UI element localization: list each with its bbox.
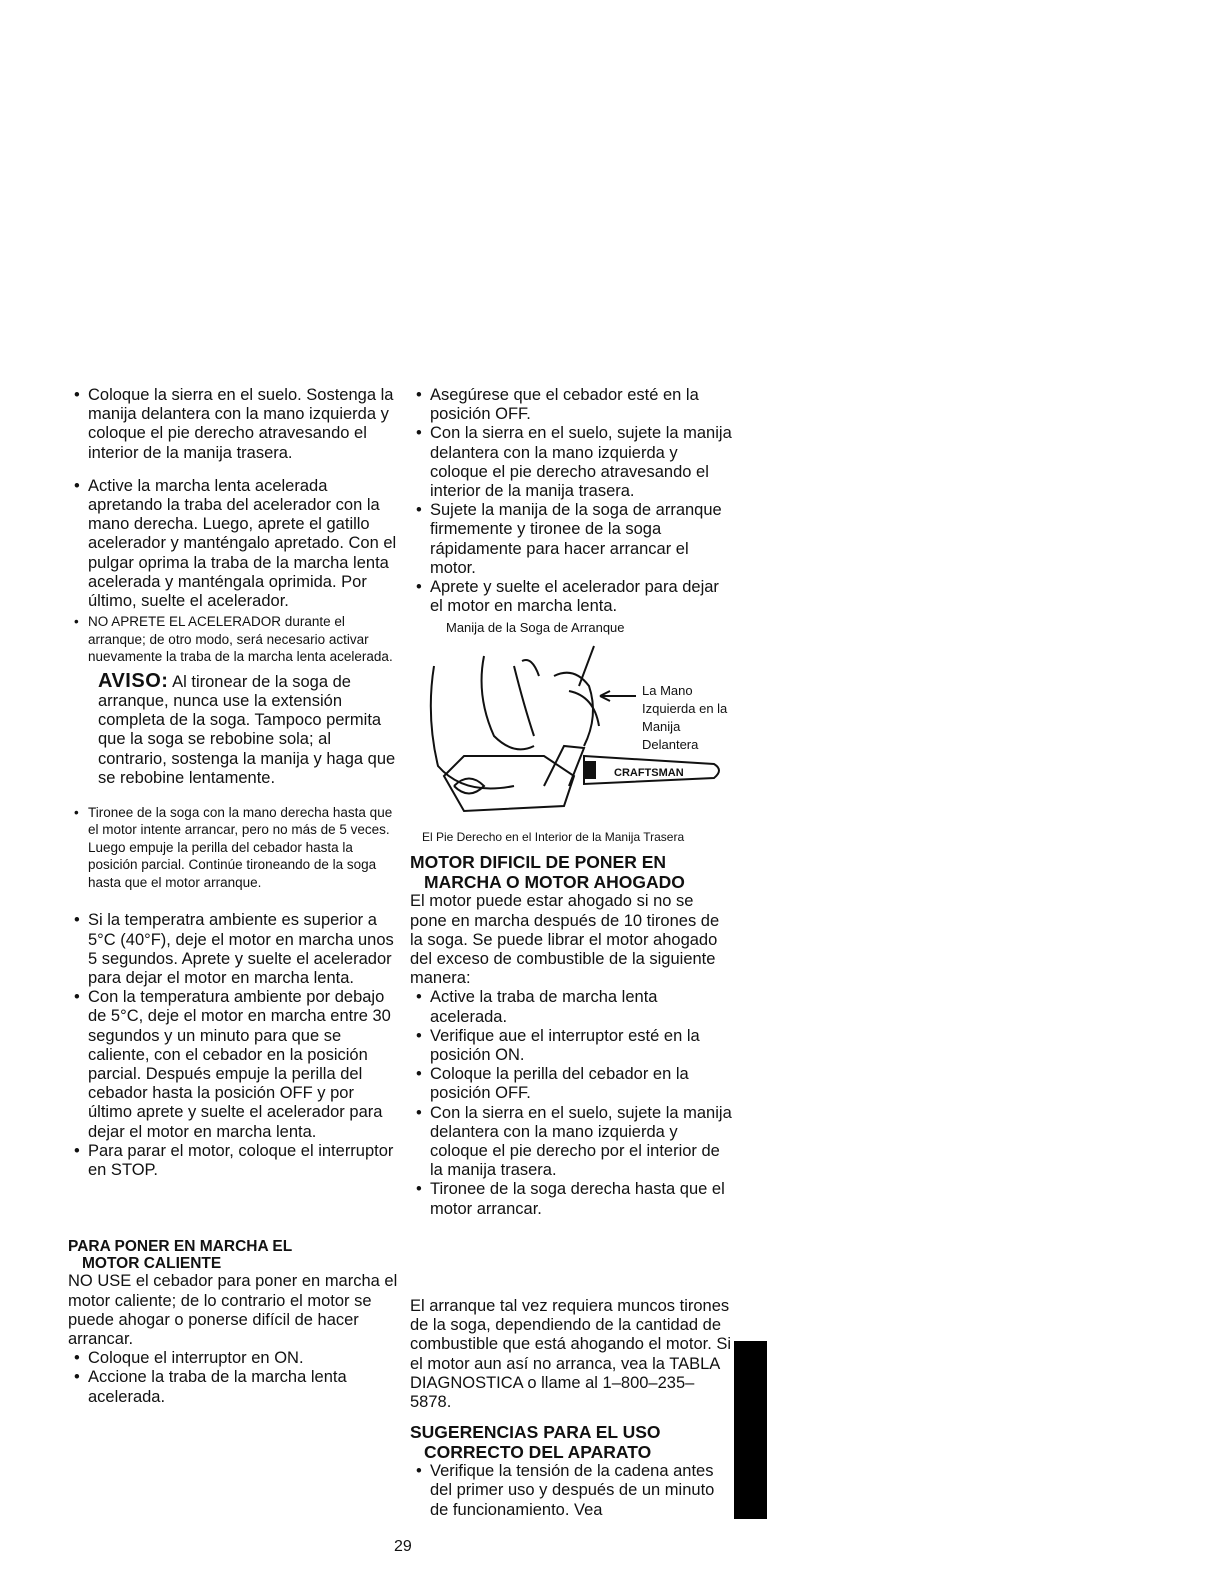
aviso-label: AVISO:	[98, 669, 169, 692]
pull-start-list	[410, 386, 734, 616]
list-item: • Tironee de la soga con la mano derecha hasta que el motor intente arrancar, pero no más de 5 veces. Luego empuje la perilla del cebador hasta la posición parcial. Continúe tironeando de la soga hasta que el motor arranque.	[68, 804, 400, 892]
heading-line: MARCHA O MOTOR AHOGADO	[424, 872, 685, 893]
brand-logo: CRAFTSMAN	[614, 767, 684, 780]
hot-start-heading	[68, 1238, 400, 1272]
flooded-text: El motor puede estar ahogado si no se pone en marcha después de 10 tirones de la soga. Se puede librar el motor ahogado del exceso de combustible de la siguiente manera:	[410, 892, 720, 988]
list-item: • Si la temperatra ambiente es superior a 5°C (40°F), deje el motor en marcha unos 5 segundos. Aprete y suelte el acelerador para dejar el motor en marcha lenta.	[68, 911, 400, 988]
list-item: • Con la sierra en el suelo, sujete la manija delantera con la mano izquierda y coloque el pie derecho por el interior de la manija trasera.	[410, 1104, 734, 1181]
list-item: • Verifique aue el interruptor esté en la posición ON.	[410, 1027, 734, 1065]
right-column	[410, 386, 734, 1520]
page-number: 29	[394, 1538, 412, 1555]
list-item: • Active la traba de marcha lenta acelerada.	[410, 988, 734, 1026]
heading-line: CORRECTO DEL APARATO	[424, 1442, 652, 1463]
hot-start-list	[68, 1349, 400, 1407]
aviso-text: Al tironear de la soga de arranque, nunca use la extensión completa de la soga. Tampoco permita que la soga se rebobine sola; al contrario, sostenga la manija y haga que se rebobine lentamente.	[98, 672, 396, 787]
section-tab-marker	[734, 1341, 767, 1519]
flooded-section	[410, 852, 734, 1412]
list-item: • Asegúrese que el cebador esté en la posición OFF.	[410, 386, 734, 424]
list-item: • Para parar el motor, coloque el interruptor en STOP.	[68, 1142, 400, 1180]
heading-line: MOTOR CALIENTE	[82, 1255, 222, 1273]
starting-steps-list	[68, 386, 400, 666]
aviso-notice	[98, 669, 400, 788]
list-item: • Con la sierra en el suelo, sujete la manija delantera con la mano izquierda y coloque el pie derecho atravesando el interior de la manija trasera.	[410, 424, 734, 501]
list-item: • Active la marcha lenta acelerada apretando la traba del acelerador con la mano derecha. Luego, aprete el gatillo acelerador y manténgalo apretado. Con el pulgar oprima la traba de la marcha lenta acelerada y manténgala oprimida. Por último, suelte el acelerador.	[68, 477, 400, 611]
warmup-steps-list	[68, 804, 400, 1180]
flooded-list	[410, 988, 734, 1218]
figure-caption-bottom: El Pie Derecho en el Interior de la Manija Trasera	[422, 830, 685, 845]
list-item: • Accione la traba de la marcha lenta acelerada.	[68, 1368, 400, 1406]
heading-line: MOTOR DIFICIL DE PONER EN	[410, 852, 667, 873]
heading-line: SUGERENCIAS PARA EL USO	[410, 1422, 661, 1443]
hot-start-text: NO USE el cebador para poner en marcha el motor caliente; de lo contrario el motor se puede ahogar o ponerse difícil de hacer arrancar.	[68, 1272, 398, 1348]
figure-caption-top: Manija de la Soga de Arranque	[446, 620, 625, 636]
list-item: • Con la temperatura ambiente por debajo de 5°C, deje el motor en marcha entre 30 segundos y un minuto para que se caliente, con el cebador en la posición parcial. Después empuje la perilla del cebador hasta la posición OFF y por último aprete y suelte el acelerador para dejar el motor en marcha lenta.	[68, 988, 400, 1142]
list-item: • Verifique la tensión de la cadena antes del primer uso y después de un minuto de funcionamiento. Vea	[410, 1462, 734, 1520]
starting-position-figure	[410, 618, 734, 846]
tips-list	[410, 1462, 734, 1520]
heading-line: PARA PONER EN MARCHA EL	[68, 1238, 293, 1256]
list-item: • Coloque la sierra en el suelo. Sostenga la manija delantera con la mano izquierda y coloque el pie derecho atravesando el interior de la manija trasera.	[68, 386, 400, 463]
start-text: El arranque tal vez requiera muncos tirones de la soga, dependiendo de la cantidad de combustible que está ahogando el motor. Si el motor aun así no arranca, vea la TABLA DIAGNOSTICA o llame al 1–800–235–5878.	[410, 1296, 732, 1411]
list-item: • Tironee de la soga derecha hasta que el motor arrancar.	[410, 1180, 734, 1218]
figure-callout: La Mano Izquierda en la Manija Delantera	[642, 683, 728, 753]
list-item: • NO APRETE EL ACELERADOR durante el arranque; de otro modo, será necesario activar nuevamente la traba de la marcha lenta acelerada.	[68, 613, 400, 666]
list-item: • Coloque el interruptor en ON.	[68, 1349, 400, 1368]
tips-heading	[410, 1422, 734, 1462]
list-item: • Aprete y suelte el acelerador para dejar el motor en marcha lenta.	[410, 578, 734, 616]
tips-section	[410, 1422, 734, 1520]
left-column	[68, 386, 400, 1407]
list-item: • Sujete la manija de la soga de arranque firmemente y tironee de la soga rápidamente para hacer arrancar el motor.	[410, 501, 734, 578]
flooded-heading	[410, 852, 734, 892]
hot-start-section	[68, 1238, 400, 1406]
list-item: • Coloque la perilla del cebador en la posición OFF.	[410, 1065, 734, 1103]
